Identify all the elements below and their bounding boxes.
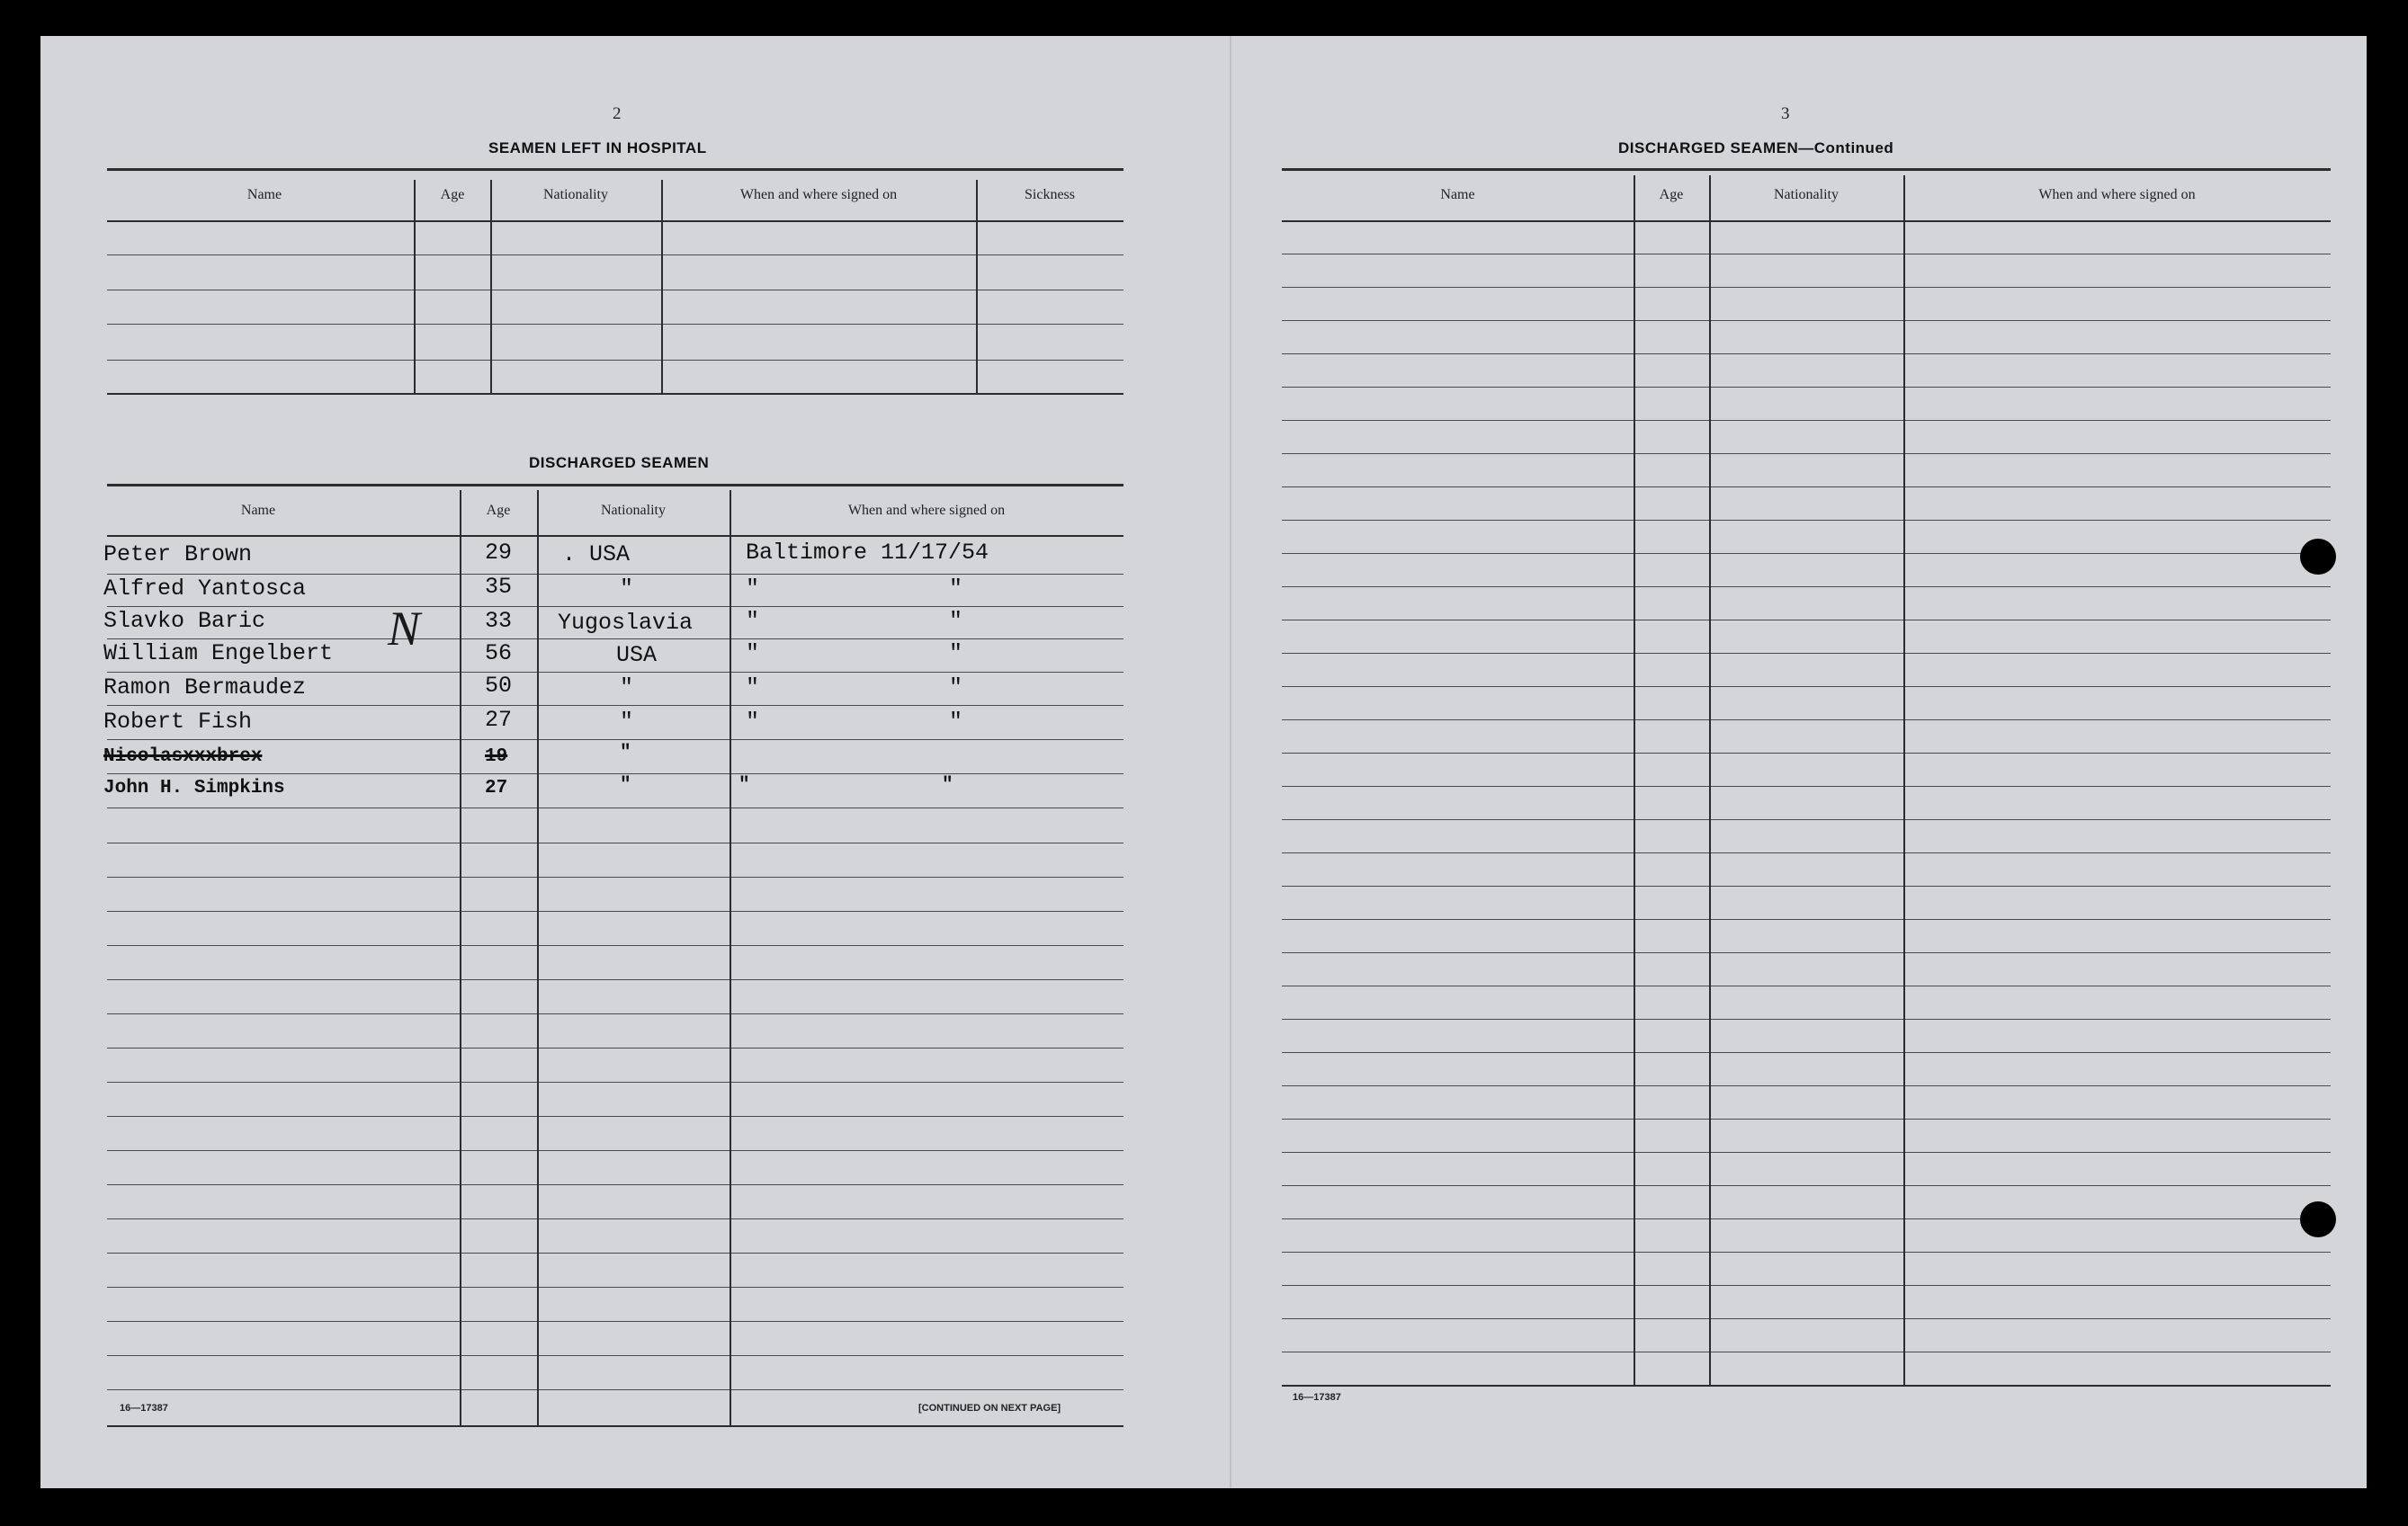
punch-hole: [2300, 539, 2336, 575]
seaman-signed-on-ditto: ": [942, 775, 953, 796]
right-row-rule: [1282, 919, 2331, 920]
seaman-nationality: . USA: [562, 541, 631, 567]
hospital-col-divider: [976, 180, 978, 393]
right-row-rule: [1282, 453, 2331, 454]
discharged-row-rule: [107, 1048, 1123, 1049]
discharged-row-rule: [107, 1013, 1123, 1014]
discharged-row-rule: [107, 1389, 1123, 1390]
punch-hole: [2300, 1201, 2336, 1237]
seaman-signed-on-ditto: ": [949, 640, 963, 666]
seaman-name: Slavko Baric: [103, 608, 266, 634]
right-section-title: DISCHARGED SEAMEN—Continued: [1618, 139, 1894, 156]
right-row-rule: [1282, 1052, 2331, 1053]
discharged-row-rule: [107, 1218, 1123, 1219]
seaman-nationality: ": [620, 775, 631, 796]
seaman-signed-on-ditto: ": [949, 709, 963, 735]
seaman-nationality: ": [620, 709, 634, 735]
seaman-age: 29: [485, 540, 513, 566]
seaman-nationality: USA: [616, 642, 658, 668]
right-row-rule: [1282, 1185, 2331, 1186]
right-row-rule: [1282, 1119, 2331, 1120]
form-number-left: 16—17387: [120, 1403, 168, 1414]
right-row-rule: [1282, 520, 2331, 521]
right-row-rule: [1282, 886, 2331, 887]
right-row-rule: [1282, 420, 2331, 421]
discharged-row-rule: [107, 739, 1123, 740]
discharged-row-rule: [107, 672, 1123, 673]
right-col-nationality: Nationality: [1774, 187, 1839, 202]
form-number-right: 16—17387: [1293, 1392, 1341, 1403]
seaman-signed-on: ": [746, 608, 760, 634]
right-row-rule: [1282, 952, 2331, 953]
seaman-nationality: Yugoslavia: [558, 610, 694, 636]
document-sheet: [40, 36, 2367, 1488]
discharged-bottom-rule: [107, 1425, 1123, 1427]
right-row-rule: [1282, 686, 2331, 687]
seaman-name-struck: Nicolasxxxbrex: [103, 746, 263, 767]
hospital-col-divider: [414, 180, 416, 393]
seaman-signed-on-ditto: ": [949, 608, 963, 634]
discharged-row-rule: [107, 911, 1123, 912]
discharged-col-signed-on: When and where signed on: [847, 503, 1006, 518]
right-row-rule: [1282, 586, 2331, 587]
discharged-row-rule: [107, 1082, 1123, 1083]
right-row-rule: [1282, 387, 2331, 388]
hospital-row-rule: [107, 360, 1123, 361]
seaman-signed-on: ": [739, 775, 750, 796]
right-bottom-rule: [1282, 1385, 2331, 1387]
seaman-signed-on: ": [746, 576, 760, 602]
seaman-age: 56: [485, 640, 513, 666]
right-row-rule: [1282, 1252, 2331, 1253]
discharged-row-rule: [107, 979, 1123, 980]
seaman-nationality: ": [620, 576, 634, 602]
seaman-signed-on-ditto: ": [949, 576, 963, 602]
right-col-name: Name: [1440, 187, 1475, 202]
page-number-right: 3: [1781, 104, 1790, 123]
hospital-col-divider: [490, 180, 492, 393]
right-row-rule: [1282, 786, 2331, 787]
hospital-col-signed-on: When and where signed on: [739, 187, 898, 202]
right-col-divider: [1903, 175, 1905, 1385]
right-row-rule: [1282, 553, 2331, 554]
seaman-nationality: ": [620, 743, 631, 763]
discharged-header-rule: [107, 535, 1123, 537]
discharged-row-rule: [107, 945, 1123, 946]
seaman-signed-on: Baltimore 11/17/54: [746, 540, 989, 566]
discharged-row-rule: [107, 877, 1123, 878]
discharged-row-rule: [107, 606, 1123, 607]
handwritten-check-mark: N: [388, 602, 421, 656]
seaman-signed-on: ": [746, 674, 760, 701]
seaman-age: 27: [485, 778, 508, 799]
right-row-rule: [1282, 1085, 2331, 1086]
discharged-row-rule: [107, 1355, 1123, 1356]
hospital-row-rule: [107, 254, 1123, 255]
discharged-row-rule: [107, 1184, 1123, 1185]
right-col-divider: [1709, 175, 1711, 1385]
discharged-row-rule: [107, 1150, 1123, 1151]
right-row-rule: [1282, 1019, 2331, 1020]
discharged-col-name: Name: [240, 503, 276, 518]
discharged-col-divider: [537, 490, 539, 1425]
discharged-row-rule: [107, 1116, 1123, 1117]
seaman-name: Ramon Bermaudez: [103, 674, 307, 701]
right-col-divider: [1634, 175, 1635, 1385]
right-row-rule: [1282, 719, 2331, 720]
seaman-signed-on-ditto: ": [949, 674, 963, 701]
right-row-rule: [1282, 486, 2331, 487]
discharged-row-rule: [107, 1321, 1123, 1322]
discharged-col-age: Age: [486, 503, 511, 518]
seaman-signed-on: ": [746, 709, 760, 735]
page-fold: [1230, 36, 1231, 1488]
seaman-name: Alfred Yantosca: [103, 576, 307, 602]
seaman-age: 19: [485, 746, 508, 767]
hospital-section-title: SEAMEN LEFT IN HOSPITAL: [488, 139, 707, 156]
continued-note: [CONTINUED ON NEXT PAGE]: [918, 1403, 1061, 1414]
right-row-rule: [1282, 653, 2331, 654]
hospital-col-name: Name: [246, 187, 282, 202]
seaman-name: Peter Brown: [103, 541, 253, 567]
discharged-row-rule: [107, 705, 1123, 706]
discharged-col-divider: [730, 490, 731, 1425]
hospital-col-age: Age: [440, 187, 465, 202]
right-row-rule: [1282, 287, 2331, 288]
right-row-rule: [1282, 353, 2331, 354]
seaman-nationality: ": [620, 674, 634, 701]
page-number-left: 2: [613, 104, 622, 123]
hospital-col-nationality: Nationality: [543, 187, 608, 202]
discharged-row-rule: [107, 574, 1123, 575]
right-header-rule: [1282, 220, 2331, 222]
hospital-row-rule: [107, 324, 1123, 325]
hospital-header-rule: [107, 220, 1123, 222]
seaman-age: 33: [485, 608, 513, 634]
hospital-col-divider: [661, 180, 663, 393]
right-col-age: Age: [1659, 187, 1684, 202]
hospital-col-sickness: Sickness: [1025, 187, 1075, 202]
discharged-table-top-rule: [107, 484, 1123, 486]
seaman-name: John H. Simpkins: [103, 778, 285, 799]
right-row-rule: [1282, 1218, 2331, 1219]
discharged-row-rule: [107, 1287, 1123, 1288]
right-row-rule: [1282, 1285, 2331, 1286]
right-col-signed-on: When and where signed on: [2038, 187, 2196, 202]
discharged-col-nationality: Nationality: [601, 503, 666, 518]
discharged-col-divider: [460, 490, 461, 1425]
right-row-rule: [1282, 320, 2331, 321]
seaman-age: 50: [485, 673, 513, 699]
right-table-top-rule: [1282, 168, 2331, 171]
seaman-name: William Engelbert: [103, 640, 334, 666]
seaman-age: 35: [485, 574, 513, 600]
hospital-bottom-rule: [107, 393, 1123, 395]
discharged-row-rule: [107, 638, 1123, 639]
discharged-row-rule: [107, 1253, 1123, 1254]
right-row-rule: [1282, 819, 2331, 820]
hospital-table-top-rule: [107, 168, 1123, 171]
right-row-rule: [1282, 753, 2331, 754]
right-row-rule: [1282, 1152, 2331, 1153]
seaman-name: Robert Fish: [103, 709, 253, 735]
right-row-rule: [1282, 1318, 2331, 1319]
discharged-section-title: DISCHARGED SEAMEN: [529, 454, 710, 471]
seaman-signed-on: ": [746, 640, 760, 666]
right-row-rule: [1282, 852, 2331, 853]
discharged-row-rule: [107, 773, 1123, 774]
seaman-age: 27: [485, 707, 513, 733]
